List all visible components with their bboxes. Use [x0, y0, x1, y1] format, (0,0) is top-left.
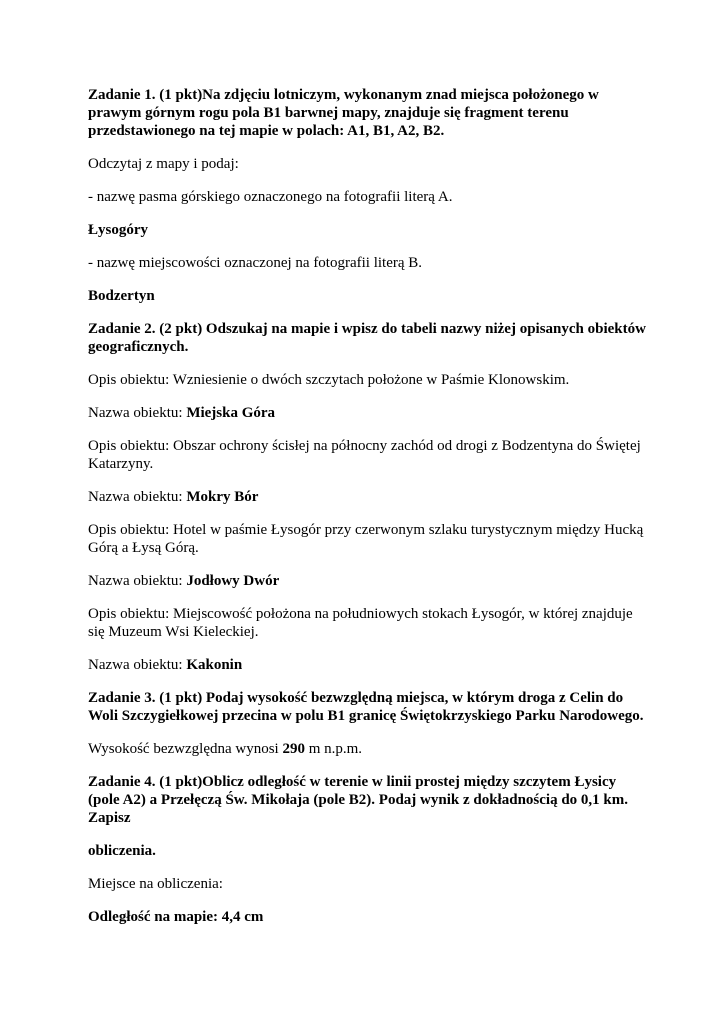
task2-name-line-1 — [88, 404, 648, 422]
task3-answer-line — [88, 740, 648, 758]
task2-name-line-4 — [88, 656, 648, 674]
task2-description-3: Opis obiektu: Hotel w paśmie Łysogór przy czerwonym szlaku turystycznym między Hucką Górą a Łysą Górą. — [88, 522, 644, 556]
task2-name-4: Kakonin — [186, 657, 243, 673]
task2-description-4: Opis obiektu: Miejscowość położona na południowych stokach Łysogór, w której znajduje się Muzeum Wsi Kieleckiej. — [88, 606, 633, 640]
task4-distance-line: Odległość na mapie: 4,4 cm — [88, 909, 264, 925]
task1-instruction: Odczytaj z mapy i podaj: — [88, 156, 239, 172]
task3-answer-value: 290 — [282, 741, 305, 757]
task4-heading: Zadanie 4. (1 pkt)Oblicz odległość w terenie w linii prostej między szczytem Łysicy (pole A2) a Przełęczą Św. Mikołaja (pole B2). Podaj wynik z dokładnością do 0,1 km. Zapisz — [88, 774, 628, 826]
task2-name-3: Jodłowy Dwór — [186, 573, 280, 589]
task2-description-1: Opis obiektu: Wzniesienie o dwóch szczytach położone w Paśmie Klonowskim. — [88, 372, 570, 388]
task1-heading: Zadanie 1. (1 pkt)Na zdjęciu lotniczym, wykonanym znad miejsca położonego w prawym górnym rogu pola B1 barwnej mapy, znajduje się fragment terenu przedstawionego na tej mapie w polach: A1, B1, A2, B2. — [88, 87, 599, 139]
task3-answer-suffix: m n.p.m. — [304, 741, 363, 757]
task2-name-line-3 — [88, 572, 648, 590]
task2-name-line-2 — [88, 488, 648, 506]
task1-answer-2: Bodzertyn — [88, 288, 155, 304]
task4-calc-label: Miejsce na obliczenia: — [88, 876, 223, 892]
task3-answer-prefix: Wysokość bezwzględna wynosi — [88, 741, 283, 757]
task1-question-2: - nazwę miejscowości oznaczonej na fotografii literą B. — [88, 255, 423, 271]
name-label: Nazwa obiektu: — [88, 573, 187, 589]
task1-question-1: - nazwę pasma górskiego oznaczonego na fotografii literą A. — [88, 189, 453, 205]
name-label: Nazwa obiektu: — [88, 489, 187, 505]
name-label: Nazwa obiektu: — [88, 657, 187, 673]
name-label: Nazwa obiektu: — [88, 405, 187, 421]
task2-description-2: Opis obiektu: Obszar ochrony ścisłej na północny zachód od drogi z Bodzentyna do Świętej Katarzyny. — [88, 438, 641, 472]
task2-name-2: Mokry Bór — [186, 489, 259, 505]
task3-heading: Zadanie 3. (1 pkt) Podaj wysokość bezwzględną miejsca, w którym droga z Celin do Woli Szczygiełkowej przecina w polu B1 granicę Świętokrzyskiego Parku Narodowego. — [88, 690, 644, 724]
document-page — [88, 86, 648, 941]
task2-name-1: Miejska Góra — [186, 405, 276, 421]
task1-answer-1: Łysogóry — [88, 222, 148, 238]
task2-heading: Zadanie 2. (2 pkt) Odszukaj na mapie i wpisz do tabeli nazwy niżej opisanych obiektów geograficznych. — [88, 321, 646, 355]
task4-heading-continued: obliczenia. — [88, 843, 156, 859]
